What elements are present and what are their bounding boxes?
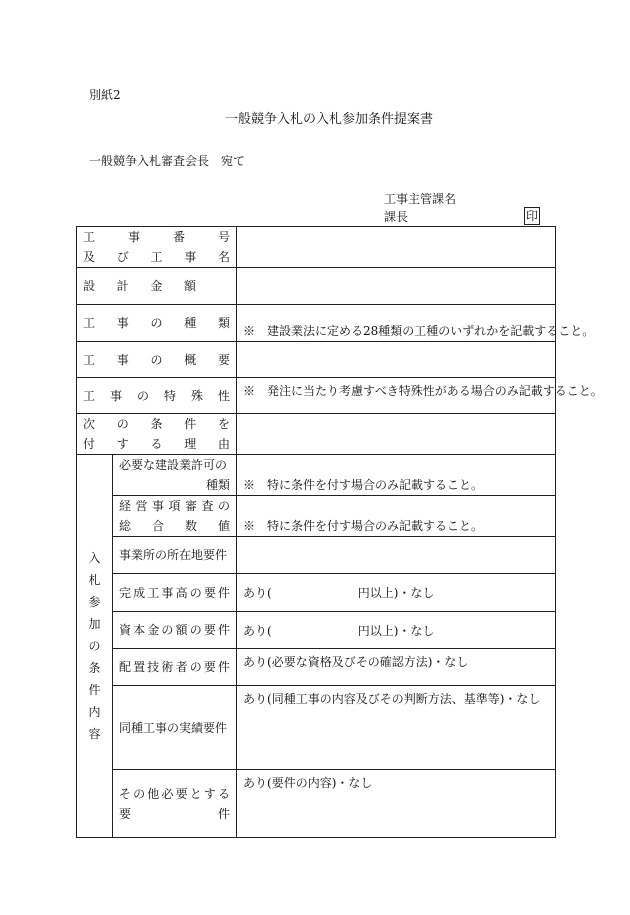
location-field[interactable]	[237, 537, 556, 574]
project-number-field[interactable]	[237, 227, 556, 268]
row-reason	[77, 414, 556, 455]
row-license	[77, 455, 556, 496]
license-label: 必要な建設業許可の 種類	[113, 455, 237, 496]
engineer-label: 配置技術者の要件	[113, 649, 237, 686]
management-field[interactable]: ※ 特に条件を付す場合のみ記載すること。	[237, 496, 556, 537]
license-field[interactable]: ※ 特に条件を付す場合のみ記載すること。	[237, 455, 556, 496]
department-name-label: 工事主管課名	[384, 192, 457, 206]
design-amount-label: 設計金額	[77, 268, 237, 305]
work-features-field[interactable]: ※ 発注に当たり考慮すべき特殊性がある場合のみ記載すること。	[237, 378, 556, 414]
document-title: 一般競争入札の入札参加条件提案書	[225, 112, 434, 127]
other-label: その他必要とする 要 件	[113, 770, 237, 838]
similar-works-label: 同種工事の実績要件	[113, 686, 237, 770]
conditions-group-char: 件	[88, 683, 101, 697]
work-overview-label: 工事の概要	[77, 342, 237, 378]
work-overview-field[interactable]	[237, 342, 556, 378]
addressee: 一般競争入札審査会長 宛て	[89, 154, 246, 168]
other-field[interactable]: あり(要件の内容)・なし	[237, 770, 556, 838]
row-completed-works	[77, 574, 556, 612]
similar-works-field[interactable]: あり(同種工事の内容及びその判断方法、基準等)・なし	[237, 686, 556, 770]
section-chief-label: 課長	[384, 210, 409, 224]
row-work-type	[77, 305, 556, 342]
attachment-label: 別紙2	[89, 88, 121, 102]
work-type-field[interactable]: ※ 建設業法に定める28種類の工種のいずれかを記載すること。	[237, 305, 556, 342]
reason-field[interactable]	[237, 414, 556, 455]
row-project-number	[77, 227, 556, 268]
completed-works-field[interactable]: あり( 円以上)・なし	[237, 574, 556, 612]
row-location	[77, 537, 556, 574]
capital-field[interactable]: あり( 円以上)・なし	[237, 612, 556, 649]
proposal-form-table	[76, 226, 603, 838]
seal-box	[524, 207, 540, 225]
conditions-group-char: の	[88, 639, 101, 653]
reason-label: 次の条件を 付する理由	[77, 414, 237, 455]
seal-mark: 印	[525, 209, 538, 223]
row-design-amount	[77, 268, 556, 305]
conditions-group-char: 入	[88, 551, 101, 565]
capital-label: 資本金の額の要件	[113, 612, 237, 649]
row-work-features	[77, 378, 556, 414]
conditions-group-char: 容	[88, 727, 101, 741]
row-similar-works	[77, 686, 556, 770]
row-other	[77, 770, 556, 838]
conditions-group-char: 条	[88, 661, 101, 675]
row-engineer	[77, 649, 556, 686]
conditions-group-char: 内	[88, 705, 101, 719]
location-label: 事業所の所在地要件	[113, 537, 237, 574]
conditions-group-char: 加	[88, 617, 101, 631]
row-capital	[77, 612, 556, 649]
work-type-label: 工事の種類	[77, 305, 237, 342]
engineer-field[interactable]: あり(必要な資格及びその確認方法)・なし	[237, 649, 556, 686]
project-number-label: 工事番号 及び工事名	[77, 227, 237, 268]
row-work-overview	[77, 342, 556, 378]
conditions-group-label	[77, 455, 113, 838]
management-label: 経営事項審査の 総 合 数 値	[113, 496, 237, 537]
conditions-group-char: 札	[88, 573, 101, 587]
completed-works-label: 完成工事高の要件	[113, 574, 237, 612]
design-amount-field[interactable]	[237, 268, 556, 305]
work-features-label: 工事の特殊性	[77, 378, 237, 414]
conditions-group-char: 参	[88, 595, 101, 609]
row-management	[77, 496, 556, 537]
